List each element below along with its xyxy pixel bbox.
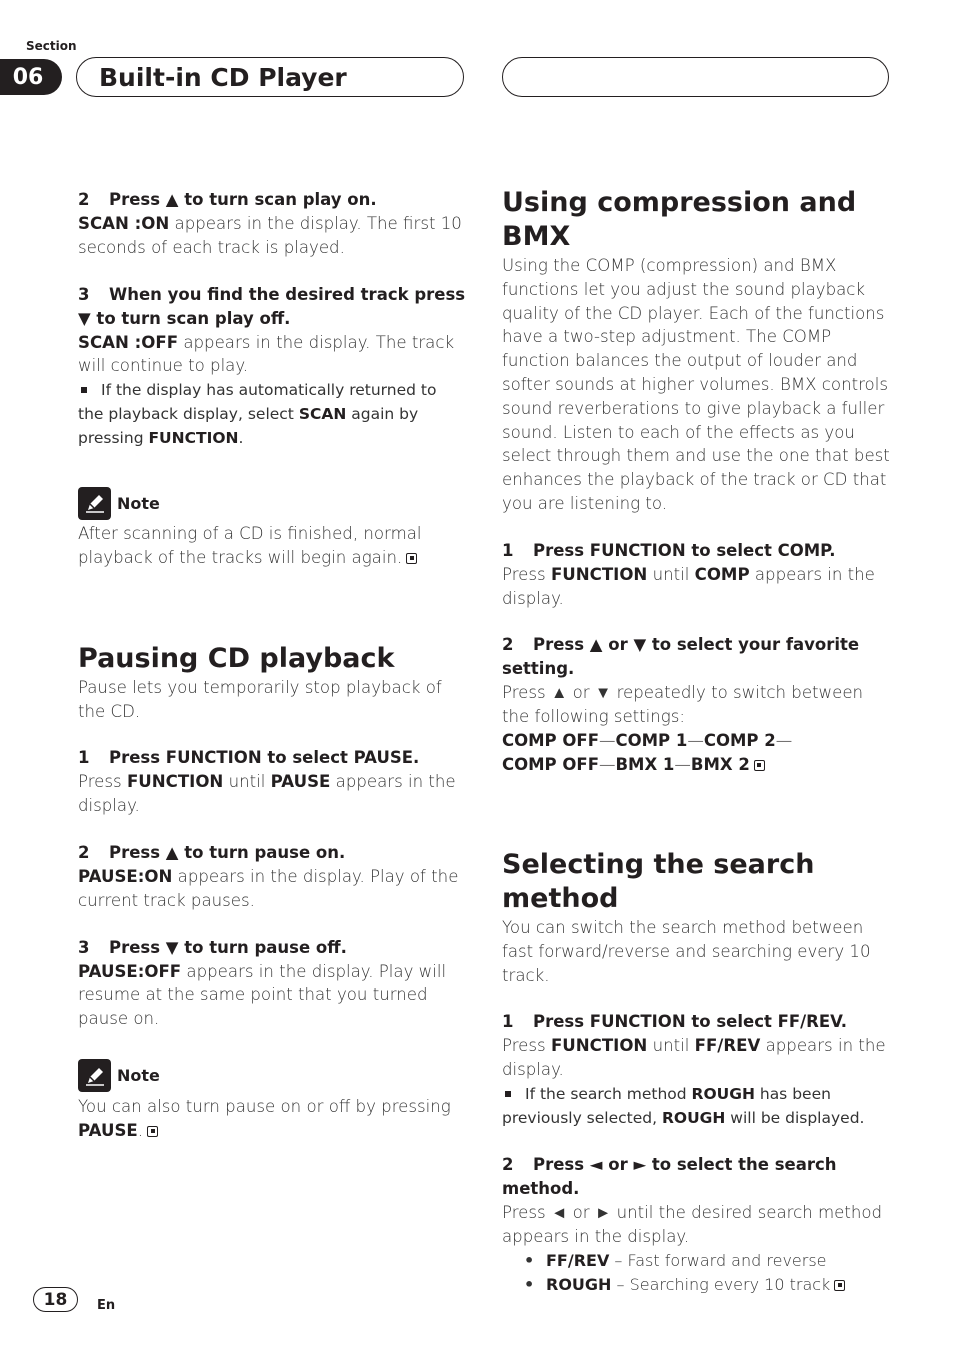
list-item: • FF/REV – Fast forward and reverse <box>524 1250 827 1270</box>
compression-heading: Using compression and BMX <box>502 187 857 252</box>
step-select-search-method-text: Press ◄ or ► until the desired search method appears in the display. <box>502 1202 883 1246</box>
left-column <box>78 188 466 1143</box>
page-number: 18 <box>33 1287 78 1312</box>
list-item: • ROUGH – Searching every 10 track <box>524 1273 890 1297</box>
section-label: Section <box>26 39 77 53</box>
step-pause-off-text: PAUSE:OFF appears in the display. Play will resume at the same point that you turned pause on. <box>78 961 447 1029</box>
chapter-title: Built-in CD Player <box>76 57 464 97</box>
section-number-badge: 06 <box>0 59 62 95</box>
note-text: After scanning of a CD is finished, normal playback of the tracks will begin again. <box>78 524 422 567</box>
header-blank-box <box>502 57 889 97</box>
step-scan-off-text: SCAN :OFF appears in the display. The track will continue to play. <box>78 332 455 376</box>
search-method-heading: Selecting the search method <box>502 848 815 914</box>
step-scan-on-text: SCAN :ON appears in the display. The first 10 seconds of each track is played. <box>78 214 462 257</box>
step-select-pause-text: Press FUNCTION until PAUSE appears in the display. <box>78 772 456 816</box>
step-select-ffrev-text: Press FUNCTION until FF/REV appears in the display. <box>502 1036 886 1080</box>
step-pause-on-text: PAUSE:ON appears in the display. Play of the current track pauses. <box>78 866 459 910</box>
settings-sequence: COMP OFF—COMP 1—COMP 2— COMP OFF—BMX 1—BMX 2 <box>502 730 793 774</box>
rough-remark: If the search method ROUGH has been previously selected, ROUGH will be displayed. <box>502 1084 865 1127</box>
step-select-comp-text: Press FUNCTION until COMP appears in the display. <box>502 564 875 608</box>
pausing-heading: Pausing CD playback <box>78 642 395 674</box>
step-select-setting: 2 Press ▲ or ▼ to select your favorite setting. <box>502 635 860 679</box>
step-select-ffrev: 1 Press FUNCTION to select FF/REV. <box>502 1012 848 1032</box>
pencil-note-icon <box>78 1059 111 1092</box>
note-heading: Note <box>78 1059 466 1093</box>
step-select-comp: 1 Press FUNCTION to select COMP. <box>502 540 836 560</box>
end-mark-icon <box>406 553 417 564</box>
search-options-list <box>502 1249 890 1297</box>
end-mark-icon <box>834 1280 845 1291</box>
end-mark-icon <box>147 1126 158 1137</box>
step-scan-off: 3 When you find the desired track press ▼ to turn scan play off. <box>78 284 466 328</box>
right-column <box>502 186 890 1297</box>
step-select-setting-text: Press ▲ or ▼ repeatedly to switch between the following settings: <box>502 683 864 727</box>
square-bullet-icon <box>81 387 87 393</box>
pausing-intro: Pause lets you temporarily stop playback of the CD. <box>78 677 442 721</box>
step-scan-on: 2 Press ▲ to turn scan play on. <box>78 190 377 209</box>
compression-intro: Using the COMP (compression) and BMX functions let you adjust the sound playback quality of the CD player. Each of the functions have a two-step adjustment. The COMP function balances the output of louder and softer sounds at higher volumes. BMX controls sound reverberations to give playback a fuller sound. Listen to each of the effects as you select through them and use the one that best enhances the playback of the track or CD that you are listening to. <box>502 256 890 513</box>
pencil-note-icon <box>78 487 111 520</box>
note-text: You can also turn pause on or off by pressing PAUSE. <box>78 1096 451 1140</box>
scan-remark: If the display has automatically returned to the playback display, select SCAN again by pressing FUNCTION. <box>78 381 437 448</box>
note-heading: Note <box>78 486 466 520</box>
step-pause-on: 2 Press ▲ to turn pause on. <box>78 842 346 862</box>
step-pause-off: 3 Press ▼ to turn pause off. <box>78 937 347 957</box>
step-select-search-method: 2 Press ◄ or ► to select the search method. <box>502 1154 837 1198</box>
step-select-pause: 1 Press FUNCTION to select PAUSE. <box>78 748 420 768</box>
square-bullet-icon <box>505 1091 511 1097</box>
end-mark-icon <box>754 760 765 771</box>
language-code: En <box>97 1298 116 1313</box>
search-method-intro: You can switch the search method between fast forward/reverse and searching every 10 track. <box>502 917 871 985</box>
